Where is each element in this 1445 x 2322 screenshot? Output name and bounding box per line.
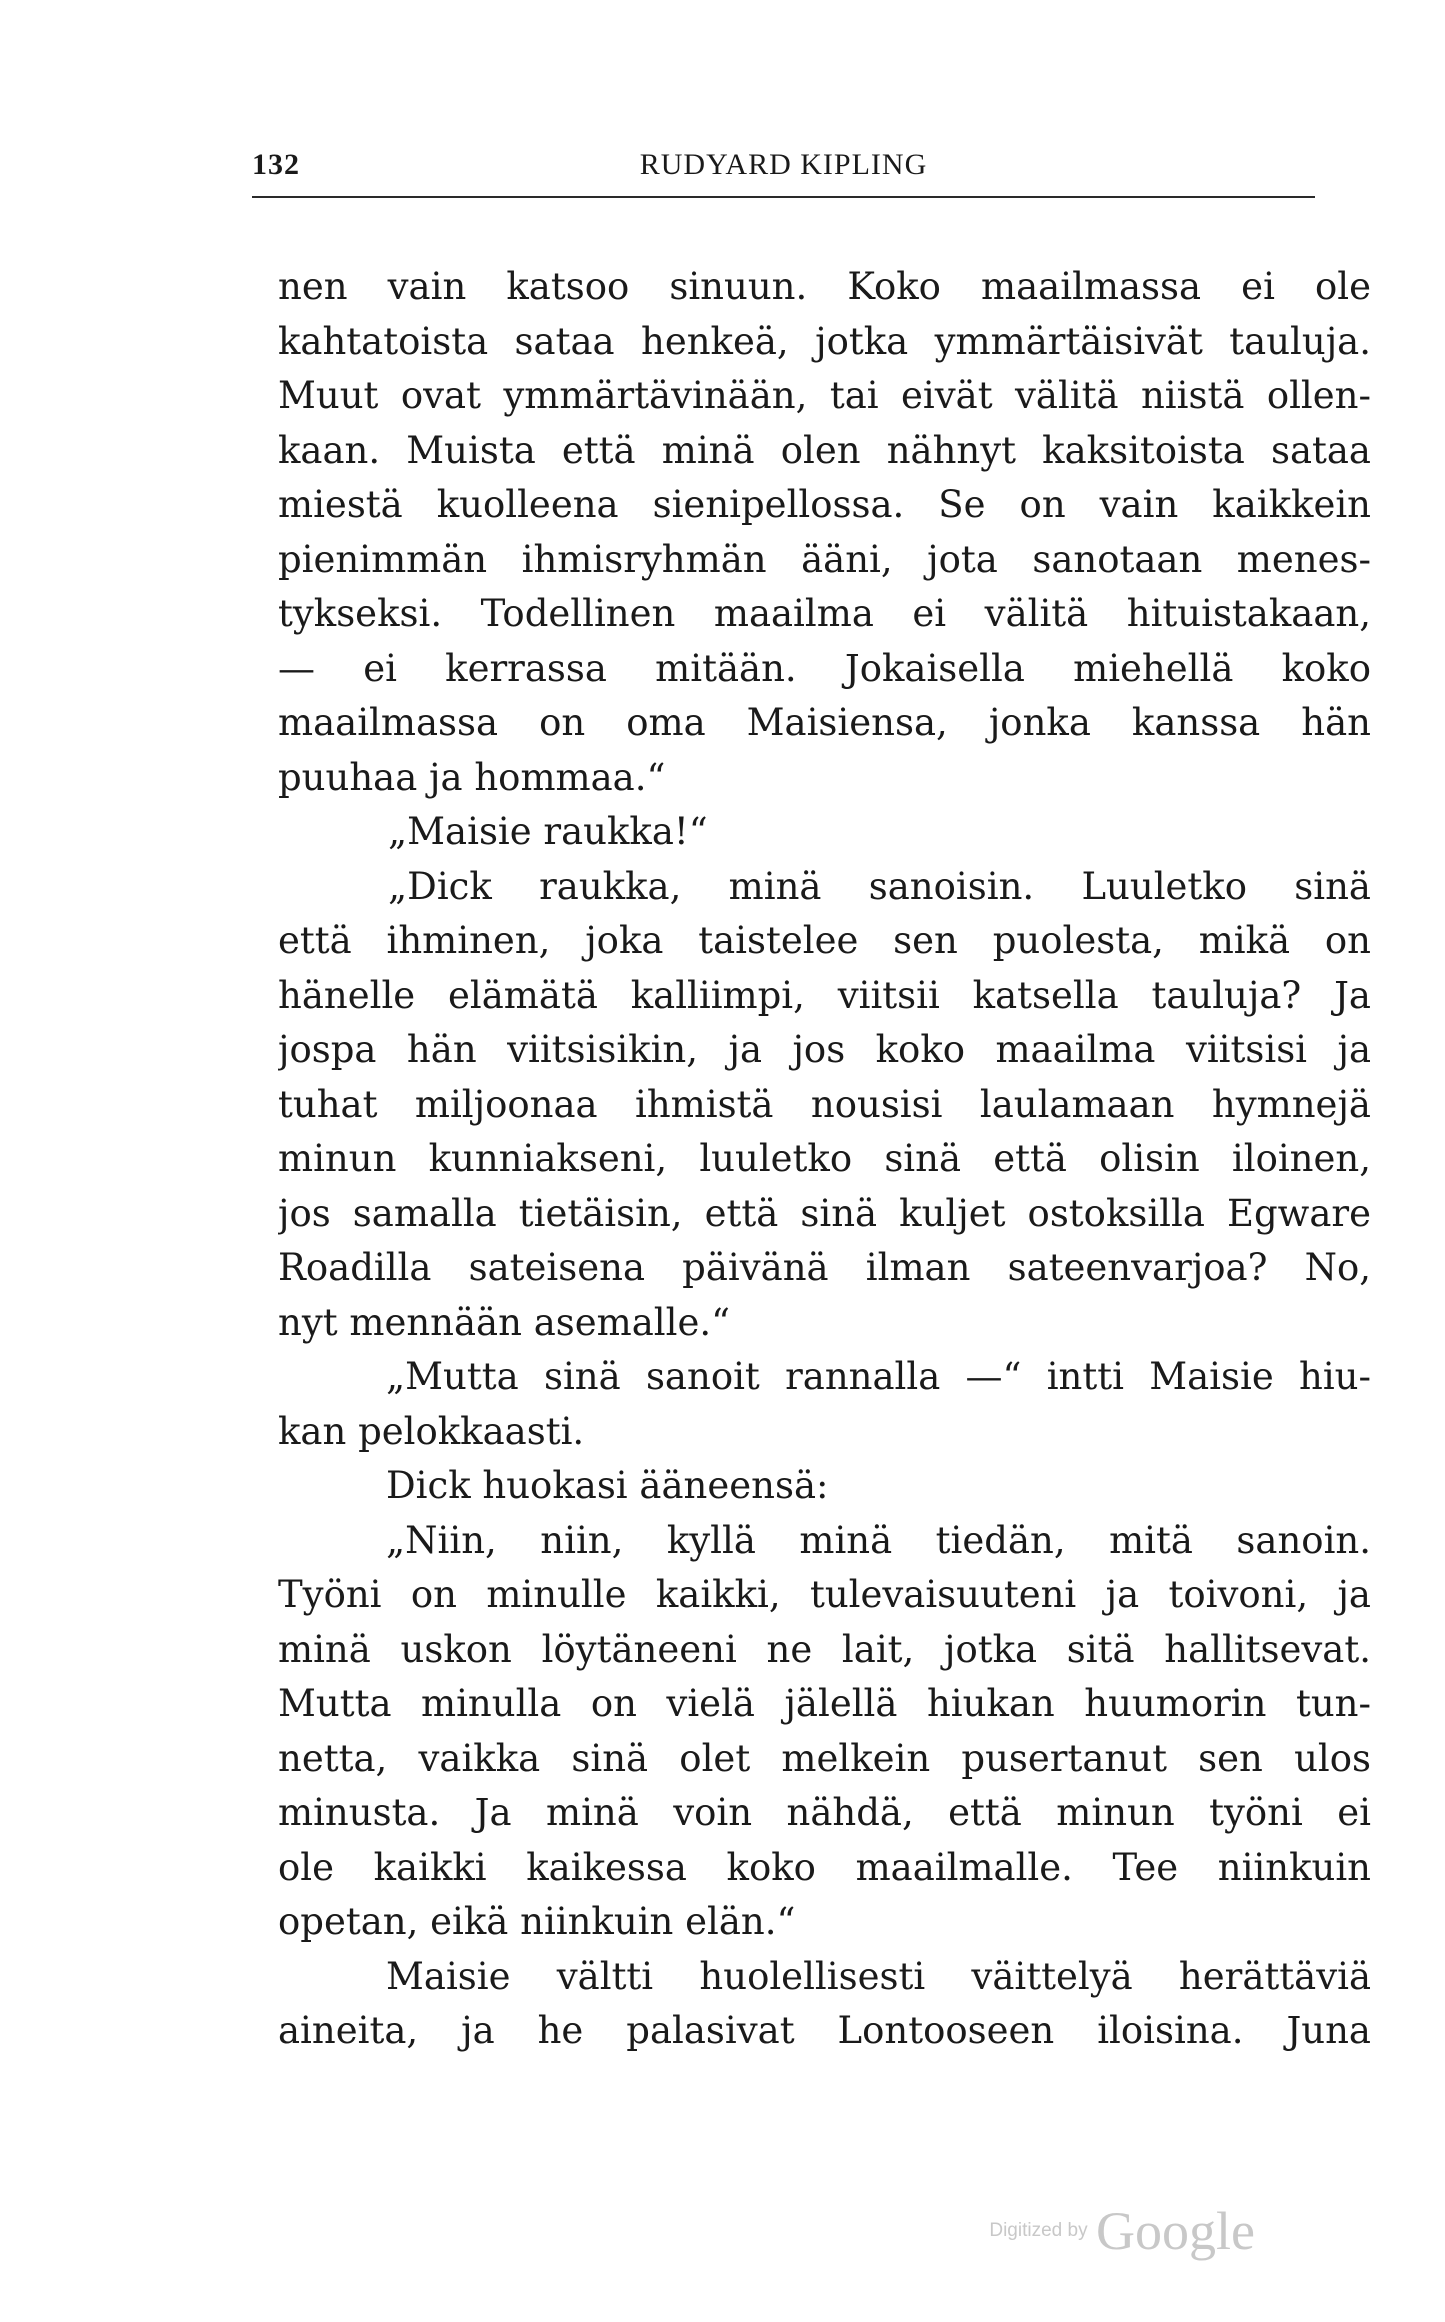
text-line: jospa hän viitsisikin, ja jos koko maailma viitsisi ja <box>278 1028 1371 1071</box>
text-line: „Maisie raukka!“ <box>388 810 708 853</box>
text-line: pienimmän ihmisryhmän ääni, jota sanotaan menes- <box>278 537 1371 581</box>
page-number: 132 <box>252 148 300 181</box>
text-line: minä uskon löytäneeni ne lait, jotka sitä hallitsevat. <box>278 1627 1371 1671</box>
text-line: — ei kerrassa mitään. Jokaisella miehellä koko <box>278 646 1371 690</box>
text-line: netta, vaikka sinä olet melkein pusertanut sen ulos <box>278 1736 1371 1780</box>
text-line: Dick huokasi ääneensä: <box>386 1464 829 1507</box>
text-line: kan pelokkaasti. <box>278 1409 585 1453</box>
text-line: Mutta minulla on vielä jälellä hiukan huumorin tun- <box>278 1682 1371 1725</box>
text-line: Muut ovat ymmärtävinään, tai eivät välitä niistä ollen- <box>278 374 1371 417</box>
text-line: maailmassa on oma Maisiensa, jonka kanssa hän <box>278 701 1371 744</box>
text-line: Työni on minulle kaikki, tulevaisuuteni ja toivoni, ja <box>278 1573 1371 1616</box>
text-line: „Niin, niin, kyllä minä tiedän, mitä sanoin. <box>386 1518 1371 1562</box>
text-line: kaan. Muista että minä olen nähnyt kaksitoista sataa <box>278 428 1371 472</box>
text-line: miestä kuolleena sienipellossa. Se on vain kaikkein <box>278 483 1371 526</box>
text-line: „Mutta sinä sanoit rannalla —“ intti Maisie hiu- <box>386 1355 1371 1398</box>
text-line: nyt mennään asemalle.“ <box>278 1300 731 1344</box>
digitized-by-label: Digitized by <box>989 2220 1088 2241</box>
text-line: minusta. Ja minä voin nähdä, että minun työni ei <box>278 1791 1371 1834</box>
text-line: tykseksi. Todellinen maailma ei välitä hituistakaan, <box>278 592 1371 635</box>
text-line: nen vain katsoo sinuun. Koko maailmassa ei ole <box>278 265 1371 308</box>
running-title: RUDYARD KIPLING <box>639 148 928 181</box>
body-text <box>278 260 1371 2059</box>
text-line: aineita, ja he palasivat Lontooseen iloisina. Juna <box>278 2009 1371 2052</box>
google-logo: Google <box>1096 2201 1255 2261</box>
text-line: „Dick raukka, minä sanoisin. Luuletko sinä <box>388 864 1371 908</box>
text-line: tuhat miljoonaa ihmistä nousisi laulamaan hymnejä <box>278 1082 1371 1126</box>
text-line: opetan, eikä niinkuin elän.“ <box>278 1900 796 1943</box>
page-header <box>252 148 1315 192</box>
text-line: kahtatoista sataa henkeä, jotka ymmärtäisivät tauluja. <box>278 319 1371 363</box>
text-line: puuhaa ja hommaa.“ <box>278 755 666 799</box>
header-rule <box>252 196 1315 198</box>
text-line: ole kaikki kaikessa koko maailmalle. Tee niinkuin <box>278 1845 1371 1889</box>
digitization-watermark <box>989 2200 1255 2262</box>
text-line: että ihminen, joka taistelee sen puolesta, mikä on <box>278 919 1371 962</box>
text-line: jos samalla tietäisin, että sinä kuljet ostoksilla Egware <box>278 1191 1371 1235</box>
text-line: Maisie vältti huolellisesti väittelyä herättäviä <box>386 1954 1371 1998</box>
text-line: minun kunniakseni, luuletko sinä että olisin iloinen, <box>278 1137 1371 1180</box>
text-line: Roadilla sateisena päivänä ilman sateenvarjoa? No, <box>278 1246 1371 1289</box>
text-line: hänelle elämätä kalliimpi, viitsii katsella tauluja? Ja <box>278 973 1371 1017</box>
